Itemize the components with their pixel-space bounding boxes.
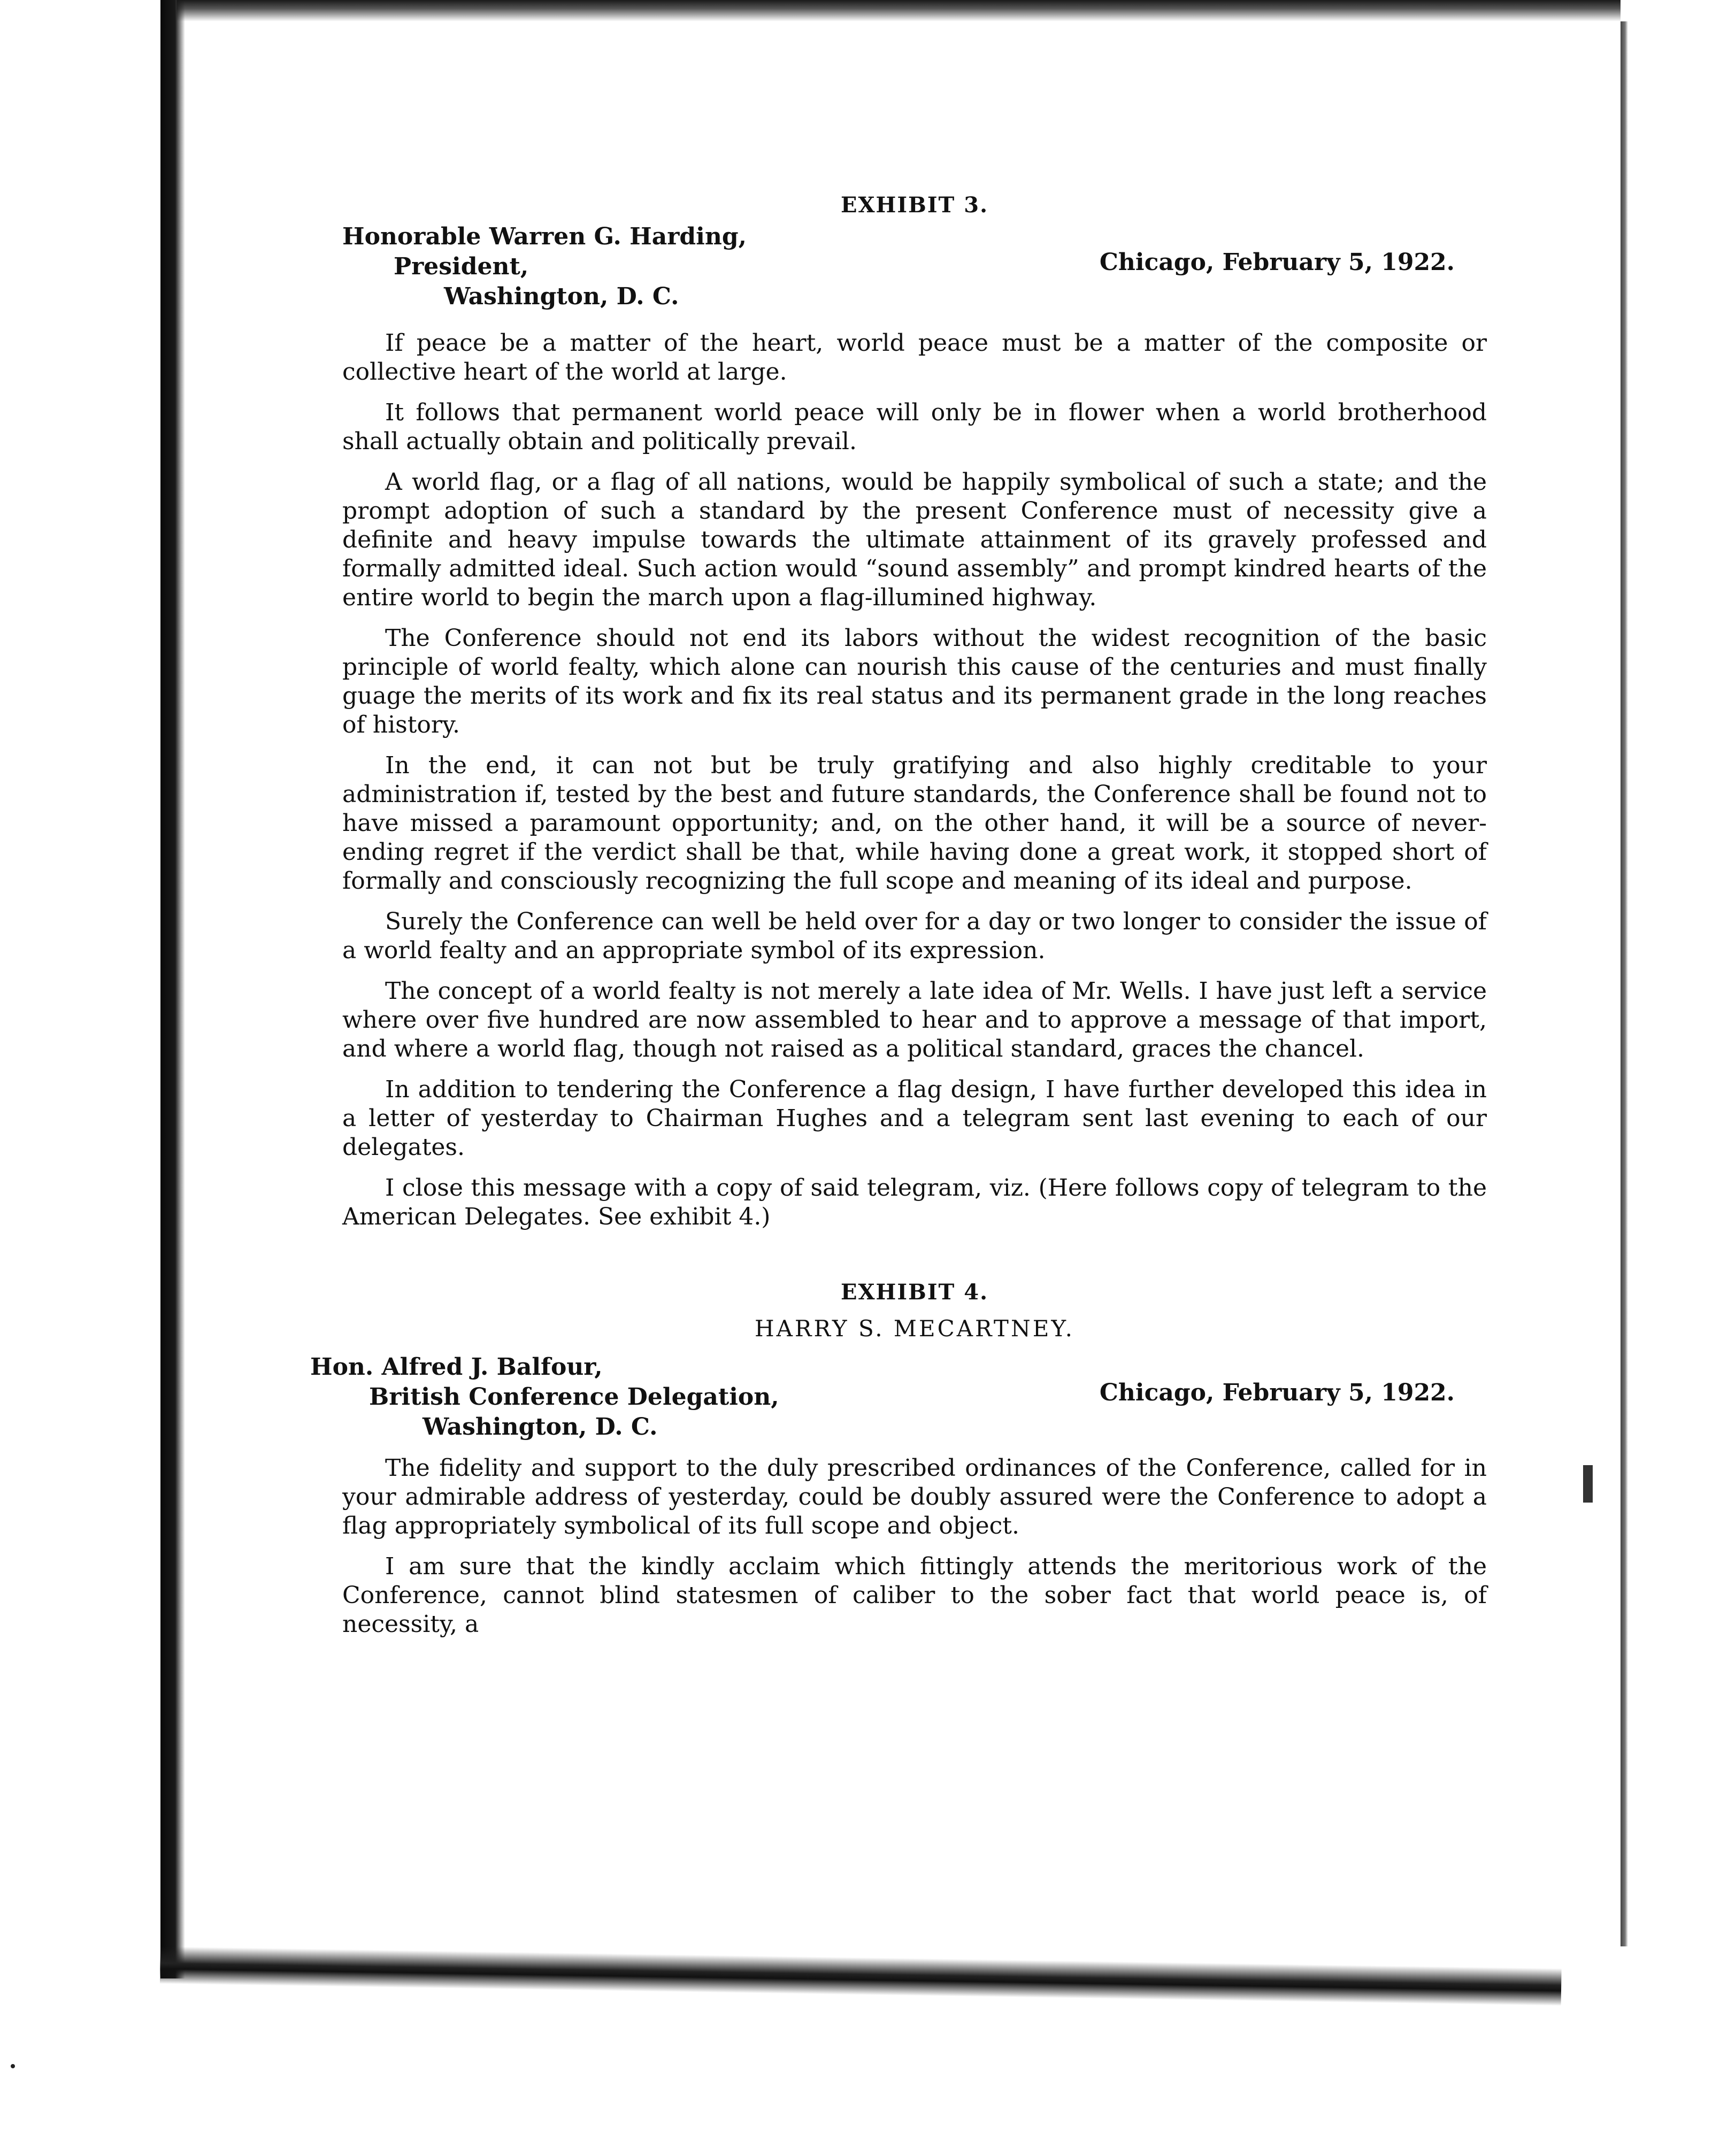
document-page xyxy=(310,192,1487,1946)
scan-border-top xyxy=(176,0,1621,21)
recipient-name: Hon. Alfred J. Balfour, xyxy=(310,1353,603,1381)
exhibit-3-body xyxy=(342,329,1487,1231)
recipient-name: Honorable Warren G. Harding, xyxy=(342,223,747,250)
exhibit-4-body xyxy=(342,1454,1487,1639)
paragraph: A world flag, or a flag of all nations, would be happily symbolical of such a state; and the prompt adoption of such a standard by the present Conference must of necessity give a definite and heavy impulse towards the ultimate attainment of its gravely professed and formally admitted ideal. Such action would “sound assembly” and prompt kindred hearts of the entire world to begin the march upon a flag-illumined highway. xyxy=(342,468,1487,611)
paragraph: The Conference should not end its labors without the widest recognition of the basic principle of world fealty, which alone can nourish this cause of the centuries and must finally guage the merits of its work and fix its real status and its permanent grade in the long reaches of history. xyxy=(342,625,1487,738)
scan-border-left xyxy=(160,0,185,1978)
exhibit-4-address-block xyxy=(310,1352,1487,1449)
exhibit-3-dateline: Chicago, February 5, 1922. xyxy=(1099,249,1455,276)
paragraph: Surely the Conference can well be held over for a day or two longer to consider the issue of a world fealty and an appropriate symbol of its expression. xyxy=(342,908,1487,964)
recipient-location: Washington, D. C. xyxy=(423,1413,658,1441)
scan-border-right xyxy=(1621,21,1628,1946)
exhibit-3-address-block xyxy=(342,222,1487,324)
exhibit-4-dateline: Chicago, February 5, 1922. xyxy=(1099,1379,1455,1406)
exhibit-4-heading: EXHIBIT 4. xyxy=(841,1280,988,1305)
paragraph: I am sure that the kindly acclaim which fittingly attends the meritorious work of the Conference, cannot blind statesmen of caliber to the sober fact that world peace is, of necessity, a xyxy=(342,1553,1487,1638)
recipient-title: President, xyxy=(394,253,529,280)
paragraph: If peace be a matter of the heart, world peace must be a matter of the composite or collective heart of the world at large. xyxy=(342,329,1487,386)
paragraph: The concept of a world fealty is not merely a late idea of Mr. Wells. I have just left a service where over five hundred are now assembled to hear and to approve a message of that import, and where a world flag, though not raised as a political standard, graces the chancel. xyxy=(342,977,1487,1062)
recipient-title: British Conference Delegation, xyxy=(369,1383,779,1411)
paragraph: It follows that permanent world peace will only be in flower when a world brotherhood shall actually obtain and politically prevail. xyxy=(342,399,1487,455)
scan-speck xyxy=(11,2064,15,2068)
paragraph: In the end, it can not but be truly gratifying and also highly creditable to your administration if, tested by the best and future standards, the Conference shall be found not to have missed a paramount opportunity; and, on the other hand, it will be a source of never-ending regret if the verdict shall be that, while having done a great work, it stopped short of formally and consciously recognizing the full scope and meaning of its ideal and purpose. xyxy=(342,752,1487,895)
paragraph: I close this message with a copy of said telegram, viz. (Here follows copy of telegram to the American Delegates. See exhibit 4.) xyxy=(342,1174,1487,1230)
scan-border-bottom xyxy=(160,1946,1562,2006)
exhibit-3-heading: EXHIBIT 3. xyxy=(841,192,988,218)
paragraph: The fidelity and support to the duly prescribed ordinances of the Conference, called for in your admirable address of yesterday, could be doubly assured were the Conference to adopt a flag appropriately symbolical of its full scope and object. xyxy=(342,1454,1487,1539)
paragraph: In addition to tendering the Conference a flag design, I have further developed this idea in a letter of yesterday to Chairman Hughes and a telegram sent last evening to each of our delegates. xyxy=(342,1076,1487,1161)
scan-speck xyxy=(1583,1465,1593,1503)
recipient-location: Washington, D. C. xyxy=(444,283,679,310)
letter-author: HARRY S. MECARTNEY. xyxy=(754,1315,1075,1342)
